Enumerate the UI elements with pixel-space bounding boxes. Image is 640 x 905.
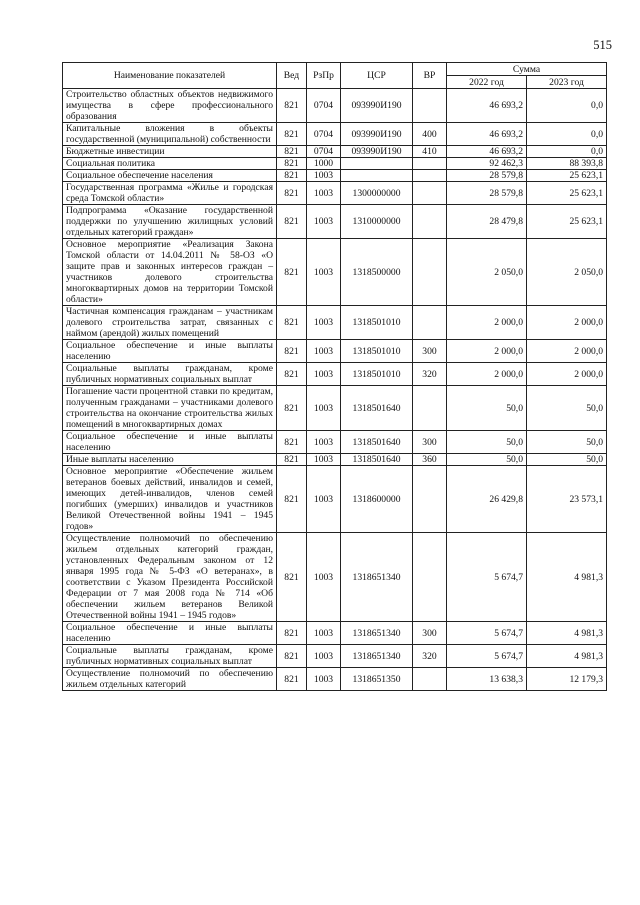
cell-y2022: 28 579,8 xyxy=(447,170,527,182)
cell-name: Социальные выплаты гражданам, кроме публичных нормативных социальных выплат xyxy=(63,645,277,668)
cell-rzpr: 1003 xyxy=(307,466,341,533)
cell-rzpr: 1003 xyxy=(307,386,341,431)
table-row xyxy=(63,123,607,146)
cell-vr xyxy=(413,386,447,431)
cell-y2023: 12 179,3 xyxy=(527,668,607,691)
cell-vr: 320 xyxy=(413,363,447,386)
cell-y2022: 50,0 xyxy=(447,386,527,431)
cell-name: Осуществление полномочий по обеспечению жильем отдельных категорий граждан, установленных Федеральным законом от 12 января 1995 года № 5-ФЗ «О ветеранах», в соответствии с Указом Президента Российской Федерации от 7 мая 2008 года № 714 «Об обеспечении жильем ветеранов Великой Отечественной войны 1941 – 1945 годов» xyxy=(63,533,277,622)
cell-csr: 1318651350 xyxy=(341,668,413,691)
cell-y2022: 46 693,2 xyxy=(447,89,527,123)
cell-y2022: 2 050,0 xyxy=(447,239,527,306)
cell-csr: 1300000000 xyxy=(341,182,413,205)
cell-rzpr: 1003 xyxy=(307,622,341,645)
cell-y2022: 92 462,3 xyxy=(447,158,527,170)
cell-csr: 1318651340 xyxy=(341,645,413,668)
table-row xyxy=(63,431,607,454)
cell-vr xyxy=(413,205,447,239)
cell-y2022: 13 638,3 xyxy=(447,668,527,691)
cell-csr: 1318501640 xyxy=(341,386,413,431)
cell-ved: 821 xyxy=(277,146,307,158)
cell-vr xyxy=(413,89,447,123)
cell-csr xyxy=(341,170,413,182)
cell-ved: 821 xyxy=(277,89,307,123)
budget-table xyxy=(62,62,607,691)
cell-y2022: 5 674,7 xyxy=(447,622,527,645)
cell-y2022: 46 693,2 xyxy=(447,146,527,158)
cell-y2023: 25 623,1 xyxy=(527,182,607,205)
cell-rzpr: 1003 xyxy=(307,205,341,239)
header-2022: 2022 год xyxy=(447,76,527,89)
cell-rzpr: 1003 xyxy=(307,668,341,691)
cell-rzpr: 0704 xyxy=(307,89,341,123)
cell-csr: 1318501010 xyxy=(341,340,413,363)
cell-y2022: 5 674,7 xyxy=(447,645,527,668)
table-row xyxy=(63,454,607,466)
table-row xyxy=(63,306,607,340)
cell-name: Государственная программа «Жилье и городская среда Томской области» xyxy=(63,182,277,205)
table-row xyxy=(63,363,607,386)
cell-vr: 300 xyxy=(413,622,447,645)
cell-name: Социальное обеспечение и иные выплаты населению xyxy=(63,622,277,645)
cell-name: Иные выплаты населению xyxy=(63,454,277,466)
table-row xyxy=(63,622,607,645)
cell-y2023: 50,0 xyxy=(527,386,607,431)
cell-rzpr: 1003 xyxy=(307,431,341,454)
cell-vr: 360 xyxy=(413,454,447,466)
header-sum: Сумма xyxy=(447,63,607,76)
cell-y2022: 28 479,8 xyxy=(447,205,527,239)
cell-y2023: 0,0 xyxy=(527,146,607,158)
cell-y2023: 2 050,0 xyxy=(527,239,607,306)
cell-y2022: 28 579,8 xyxy=(447,182,527,205)
cell-rzpr: 1003 xyxy=(307,306,341,340)
cell-name: Осуществление полномочий по обеспечению жильем отдельных категорий xyxy=(63,668,277,691)
cell-name: Строительство областных объектов недвижимого имущества в сфере профессионального образования xyxy=(63,89,277,123)
cell-vr xyxy=(413,306,447,340)
cell-y2023: 2 000,0 xyxy=(527,340,607,363)
cell-name: Социальные выплаты гражданам, кроме публичных нормативных социальных выплат xyxy=(63,363,277,386)
table-row xyxy=(63,533,607,622)
cell-vr xyxy=(413,182,447,205)
cell-ved: 821 xyxy=(277,123,307,146)
cell-rzpr: 1000 xyxy=(307,158,341,170)
table-row xyxy=(63,386,607,431)
cell-y2022: 2 000,0 xyxy=(447,340,527,363)
cell-csr: 093990И190 xyxy=(341,146,413,158)
cell-name: Подпрограмма «Оказание государственной поддержки по улучшению жилищных условий отдельных категорий граждан» xyxy=(63,205,277,239)
cell-vr xyxy=(413,668,447,691)
cell-ved: 821 xyxy=(277,533,307,622)
cell-rzpr: 1003 xyxy=(307,170,341,182)
cell-csr xyxy=(341,158,413,170)
cell-csr: 1318501010 xyxy=(341,306,413,340)
cell-ved: 821 xyxy=(277,170,307,182)
cell-y2022: 2 000,0 xyxy=(447,306,527,340)
cell-rzpr: 1003 xyxy=(307,533,341,622)
cell-name: Социальное обеспечение и иные выплаты населению xyxy=(63,431,277,454)
cell-y2023: 23 573,1 xyxy=(527,466,607,533)
cell-rzpr: 1003 xyxy=(307,239,341,306)
cell-csr: 1318500000 xyxy=(341,239,413,306)
cell-y2022: 46 693,2 xyxy=(447,123,527,146)
table-row xyxy=(63,89,607,123)
cell-ved: 821 xyxy=(277,645,307,668)
cell-y2022: 26 429,8 xyxy=(447,466,527,533)
cell-vr: 410 xyxy=(413,146,447,158)
cell-ved: 821 xyxy=(277,466,307,533)
cell-y2023: 0,0 xyxy=(527,89,607,123)
table-row xyxy=(63,182,607,205)
cell-ved: 821 xyxy=(277,158,307,170)
cell-csr: 1310000000 xyxy=(341,205,413,239)
cell-name: Социальная политика xyxy=(63,158,277,170)
table-row xyxy=(63,158,607,170)
cell-name: Частичная компенсация гражданам – участникам долевого строительства затрат, связанных с наймом (арендой) жилых помещений xyxy=(63,306,277,340)
cell-vr: 300 xyxy=(413,340,447,363)
cell-y2022: 2 000,0 xyxy=(447,363,527,386)
cell-ved: 821 xyxy=(277,386,307,431)
cell-name: Капитальные вложения в объекты государственной (муниципальной) собственности xyxy=(63,123,277,146)
cell-y2023: 4 981,3 xyxy=(527,533,607,622)
header-ved: Вед xyxy=(277,63,307,89)
cell-rzpr: 1003 xyxy=(307,454,341,466)
table-body xyxy=(63,89,607,691)
cell-csr: 1318501010 xyxy=(341,363,413,386)
cell-name: Социальное обеспечение и иные выплаты населению xyxy=(63,340,277,363)
table-row xyxy=(63,340,607,363)
header-name: Наименование показателей xyxy=(63,63,277,89)
cell-vr xyxy=(413,158,447,170)
cell-y2023: 25 623,1 xyxy=(527,205,607,239)
cell-name: Погашение части процентной ставки по кредитам, полученным гражданами – участниками долевого строительства на окончание строительства жилых помещений в многоквартирных домах xyxy=(63,386,277,431)
cell-y2022: 5 674,7 xyxy=(447,533,527,622)
header-2023: 2023 год xyxy=(527,76,607,89)
cell-ved: 821 xyxy=(277,205,307,239)
cell-ved: 821 xyxy=(277,622,307,645)
cell-rzpr: 0704 xyxy=(307,123,341,146)
cell-y2023: 2 000,0 xyxy=(527,363,607,386)
cell-name: Социальное обеспечение населения xyxy=(63,170,277,182)
cell-vr: 400 xyxy=(413,123,447,146)
cell-csr: 093990И190 xyxy=(341,123,413,146)
cell-ved: 821 xyxy=(277,306,307,340)
table-row xyxy=(63,146,607,158)
cell-y2023: 50,0 xyxy=(527,454,607,466)
cell-ved: 821 xyxy=(277,668,307,691)
cell-rzpr: 0704 xyxy=(307,146,341,158)
cell-y2023: 50,0 xyxy=(527,431,607,454)
cell-ved: 821 xyxy=(277,431,307,454)
table-row xyxy=(63,205,607,239)
cell-csr: 1318651340 xyxy=(341,622,413,645)
table-row xyxy=(63,170,607,182)
cell-ved: 821 xyxy=(277,454,307,466)
table-row xyxy=(63,466,607,533)
cell-ved: 821 xyxy=(277,363,307,386)
cell-y2023: 4 981,3 xyxy=(527,645,607,668)
cell-y2023: 88 393,8 xyxy=(527,158,607,170)
table-row xyxy=(63,239,607,306)
cell-y2023: 2 000,0 xyxy=(527,306,607,340)
cell-vr: 300 xyxy=(413,431,447,454)
header-rzpr: РзПр xyxy=(307,63,341,89)
cell-csr: 1318651340 xyxy=(341,533,413,622)
cell-csr: 1318501640 xyxy=(341,454,413,466)
cell-vr xyxy=(413,466,447,533)
cell-vr xyxy=(413,239,447,306)
cell-rzpr: 1003 xyxy=(307,363,341,386)
cell-ved: 821 xyxy=(277,182,307,205)
cell-vr: 320 xyxy=(413,645,447,668)
cell-y2023: 4 981,3 xyxy=(527,622,607,645)
cell-y2022: 50,0 xyxy=(447,431,527,454)
cell-name: Основное мероприятие «Обеспечение жильем ветеранов боевых действий, инвалидов и семей, имеющих детей-инвалидов, членов семей погибших (умерших) инвалидов и участников Великой Отечественной войны 1941 – 1945 годов» xyxy=(63,466,277,533)
page-number: 515 xyxy=(593,38,612,52)
cell-csr: 1318600000 xyxy=(341,466,413,533)
cell-vr xyxy=(413,170,447,182)
cell-y2023: 25 623,1 xyxy=(527,170,607,182)
header-vr: ВР xyxy=(413,63,447,89)
cell-csr: 093990И190 xyxy=(341,89,413,123)
cell-y2022: 50,0 xyxy=(447,454,527,466)
cell-ved: 821 xyxy=(277,239,307,306)
table-row xyxy=(63,668,607,691)
cell-csr: 1318501640 xyxy=(341,431,413,454)
cell-name: Основное мероприятие «Реализация Закона Томской области от 14.04.2011 № 58-ОЗ «О защите прав и законных интересов граждан – участников долевого строительства многоквартирных домов на территории Томской области» xyxy=(63,239,277,306)
table-row xyxy=(63,645,607,668)
cell-vr xyxy=(413,533,447,622)
cell-ved: 821 xyxy=(277,340,307,363)
cell-rzpr: 1003 xyxy=(307,645,341,668)
header-csr: ЦСР xyxy=(341,63,413,89)
cell-name: Бюджетные инвестиции xyxy=(63,146,277,158)
cell-rzpr: 1003 xyxy=(307,340,341,363)
cell-rzpr: 1003 xyxy=(307,182,341,205)
cell-y2023: 0,0 xyxy=(527,123,607,146)
